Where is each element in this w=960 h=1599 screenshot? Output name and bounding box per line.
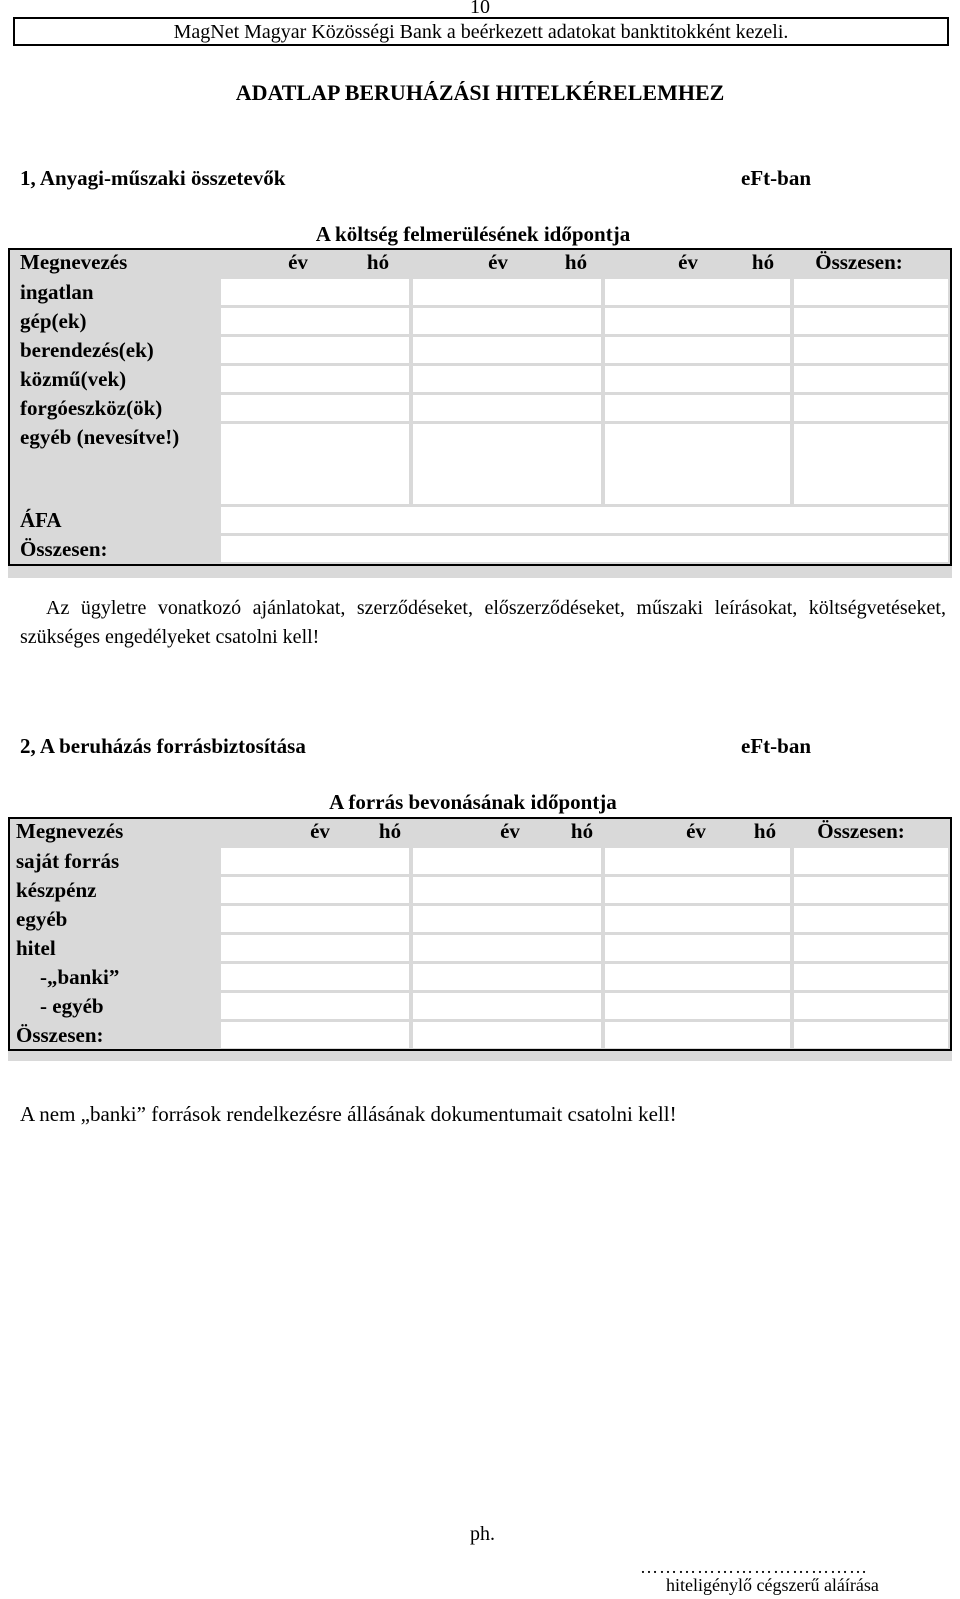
- signature-dots: ………………………………: [640, 1557, 868, 1577]
- col-header-month: hó: [366, 250, 390, 274]
- row-label: saját forrás: [16, 849, 120, 873]
- row-label: forgóeszköz(ök): [20, 396, 163, 420]
- col-header-year: év: [686, 819, 706, 843]
- row-label: ingatlan: [20, 280, 94, 304]
- row-label: készpénz: [16, 878, 97, 902]
- stamp-placeholder: ph.: [470, 1523, 495, 1545]
- row-label: - egyéb: [40, 994, 104, 1018]
- row-label-vat: ÁFA: [20, 508, 62, 532]
- section2-title: 2, A beruházás forrásbiztosítása: [20, 734, 306, 758]
- form-title: ADATLAP BERUHÁZÁSI HITELKÉRELEMHEZ: [235, 80, 725, 105]
- section2-unit: eFt-ban: [741, 734, 811, 758]
- col-header-year: év: [678, 250, 698, 274]
- col-header-month: hó: [751, 250, 775, 274]
- row-label-total: Összesen:: [16, 1023, 104, 1047]
- col-header-month: hó: [570, 819, 594, 843]
- col-header-year: év: [310, 819, 330, 843]
- section2-note: A nem „banki” források rendelkezésre állásának dokumentumait csatolni kell!: [20, 1102, 677, 1126]
- row-label: gép(ek): [20, 309, 87, 333]
- row-label: berendezés(ek): [20, 338, 154, 362]
- row-label: egyéb (nevesítve!): [20, 425, 180, 449]
- col-header-month: hó: [378, 819, 402, 843]
- row-label: hitel: [16, 936, 56, 960]
- col-header-name: Megnevezés: [20, 250, 128, 274]
- row-label: közmű(vek): [20, 367, 127, 391]
- col-header-month: hó: [753, 819, 777, 843]
- section2-caption: A forrás bevonásának időpontja: [329, 790, 617, 814]
- section1-table: [8, 248, 952, 578]
- row-label: egyéb: [16, 907, 68, 931]
- section1-caption: A költség felmerülésének időpontja: [315, 222, 631, 246]
- col-header-year: év: [500, 819, 520, 843]
- signature-label: hiteligénylő cégszerű aláírása: [666, 1575, 879, 1595]
- col-header-name: Megnevezés: [16, 819, 124, 843]
- col-header-year: év: [488, 250, 508, 274]
- row-label-total: Összesen:: [20, 537, 108, 561]
- col-header-total: Összesen:: [817, 819, 905, 843]
- section2-table: [8, 817, 952, 1061]
- col-header-year: év: [288, 250, 308, 274]
- col-header-total: Összesen:: [815, 250, 903, 274]
- confidentiality-notice: MagNet Magyar Közösségi Bank a beérkezett adatokat banktitokként kezeli.: [13, 17, 949, 46]
- section1-title: 1, Anyagi-műszaki összetevők: [20, 166, 286, 190]
- section1-unit: eFt-ban: [741, 166, 811, 190]
- row-label: -„banki”: [40, 965, 120, 989]
- col-header-month: hó: [564, 250, 588, 274]
- page-number: 10: [470, 0, 490, 18]
- section1-note: Az ügyletre vonatkozó ajánlatokat, szerződéseket, előszerződéseket, műszaki leírásokat, költségvetéseket, szükséges engedélyeket csatolni kell!: [20, 597, 946, 648]
